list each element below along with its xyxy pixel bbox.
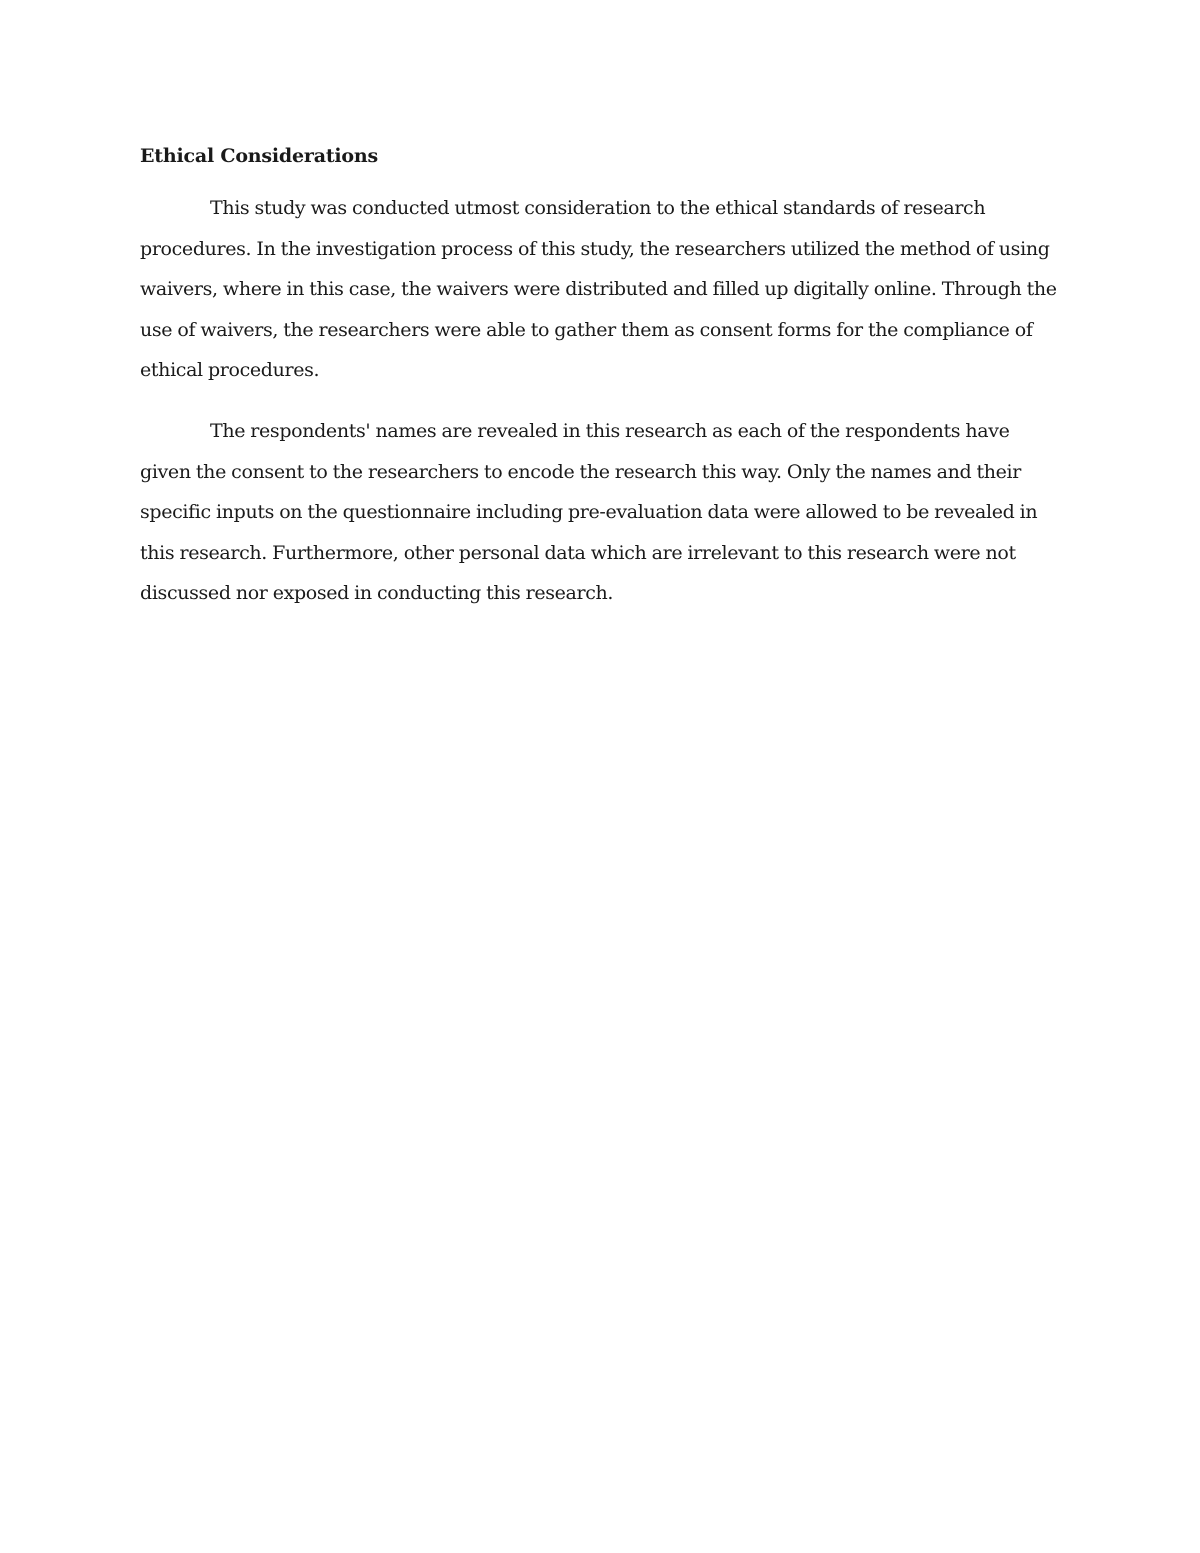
paragraph-respondent-names: The respondents' names are revealed in this research as each of the respondents have given the consent to the researchers to encode the research this way. Only the names and their specific inputs on the questionnaire including pre-evaluation data were allowed to be revealed in this research. Furthermore, other personal data which are irrelevant to this research were not discussed nor exposed in conducting this research.: [140, 419, 1038, 605]
section-heading: Ethical Considerations: [140, 145, 378, 167]
document-body: [140, 142, 1062, 634]
paragraph-consent-waivers: This study was conducted utmost consideration to the ethical standards of research procedures. In the investigation process of this study, the researchers utilized the method of using waivers, where in this case, the waivers were distributed and filled up digitally online. Through the use of waivers, the researchers were able to gather them as consent forms for the compliance of ethical procedures.: [140, 197, 1057, 382]
